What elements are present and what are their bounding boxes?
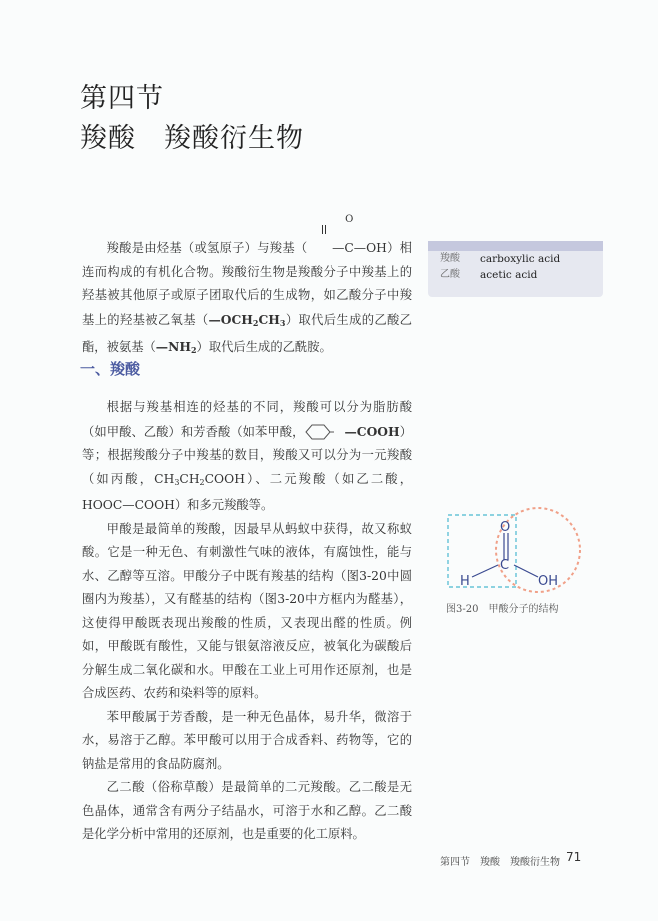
carboxyl-formula: O —C—OH: [307, 237, 386, 261]
section-number: 第四节: [80, 83, 164, 114]
atom-h: H: [460, 574, 470, 589]
atom-oh: OH: [538, 574, 559, 589]
intro-paragraph: 羧酸是由烃基（或氢原子）与羧基（ O —C—OH）相连而构成的有机化合物。羧酸衍生物是羧酸分子中羧基上的羟基被其他原子或原子团取代后的生成物，如乙酸分子中羧基上的羟基被乙氧基$(—OCH_2CH_3)$取代后生成的乙酸乙酯，被氨基$(—NH_2)$取代后生成的乙酰胺。: [82, 214, 412, 355]
benzene-ring-icon: [304, 424, 344, 440]
paragraph-benzoic-acid: 苯甲酸属于芳香酸，是一种无色晶体，易升华，微溶于水，易溶于乙醇。苯甲酸可以用于合成香料、药物等，它的钠盐是常用的食品防腐剂。: [82, 709, 412, 771]
paragraph-oxalic-acid: 乙二酸（俗称草酸）是最简单的二元羧酸。乙二酸是无色晶体，通常含有两分子结晶水，可溶于水和乙醇。乙二酸是化学分析中常用的还原剂，也是重要的化工原料。: [82, 780, 412, 841]
main-text: [82, 396, 412, 847]
running-footer: 第四节 羧酸 羧酸衍生物: [440, 857, 560, 868]
glossary-header-bar: [428, 241, 603, 251]
glossary-box: [428, 241, 603, 297]
atom-c: C: [500, 558, 510, 573]
page-number: 71: [566, 850, 582, 864]
paragraph-classification: 根据与羧基相连的烃基的不同，羧酸可以分为脂肪酸（如甲酸、乙酸）和芳香酸（如苯甲酸， —COOH）等；根据羧酸分子中羧基的数目，羧酸又可以分为一元羧酸（如丙酸，$CH_3CH_2COOH$）、二元羧酸（如乙二酸，HOOC—COOH）和多元羧酸等。: [82, 400, 412, 512]
formic-acid-structure-figure: [440, 505, 610, 605]
paragraph-formic-acid: 甲酸是最简单的羧酸，因最早从蚂蚁中获得，故又称蚁酸。它是一种无色、有刺激性气味的液体，有腐蚀性，能与水、乙醇等互溶。甲酸分子中既有羧基的结构（图3-20中圆圈内为羧基），又有醛基的结构（图3-20中方框内为醛基），这使得甲酸既表现出羧酸的性质，又表现出醛的性质。例如，甲酸既有酸性，又能与银氨溶液反应，被氧化为碳酸后分解生成二氧化碳和水。甲酸在工业上可用作还原剂，也是合成医药、农药和染料等的原料。: [82, 521, 412, 700]
section-title: 羧酸 羧酸衍生物: [80, 123, 304, 154]
subsection-heading: 一、羧酸: [80, 360, 141, 378]
figure-caption: 图3-20 甲酸分子的结构: [446, 604, 559, 615]
atom-o: O: [500, 520, 511, 535]
glossary-item: 羧酸 carboxylic acid: [440, 253, 561, 265]
glossary-item: 乙酸 acetic acid: [440, 269, 538, 281]
